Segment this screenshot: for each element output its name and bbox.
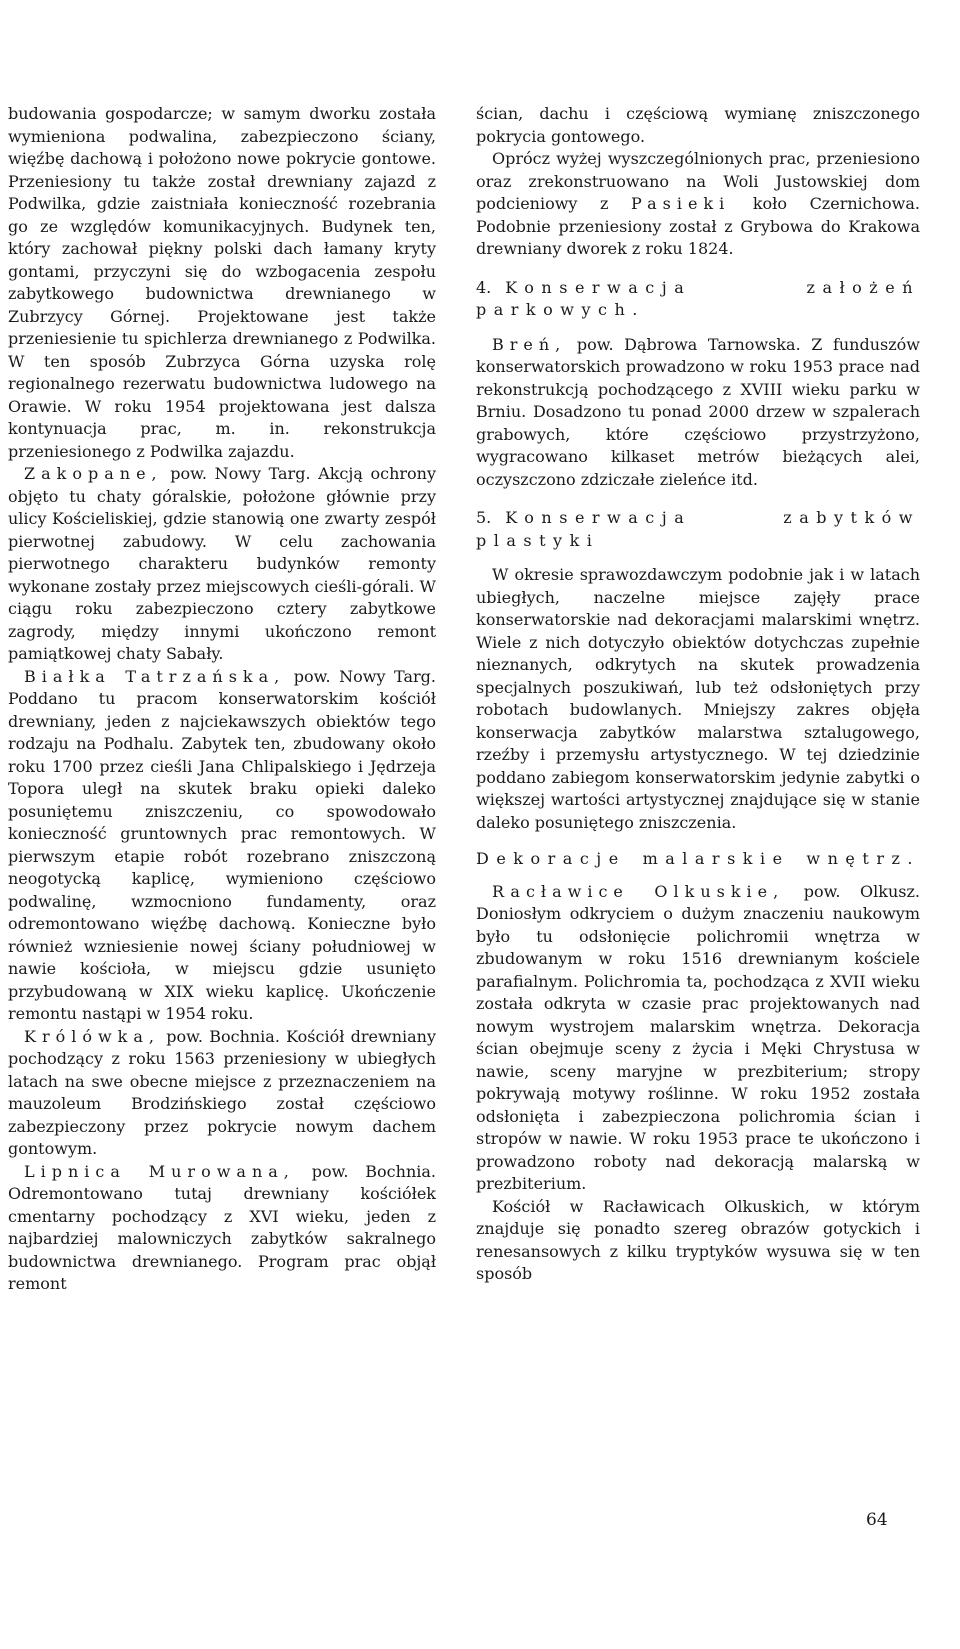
left-column xyxy=(8,103,436,1296)
paragraph: Kościół w Racławicach Olkuskich, w którym znajduje się ponadto szereg obrazów gotyckich i renesansowych z kilku tryptyków wysuwa się w ten sposób xyxy=(476,1196,920,1283)
place-name: Królówka, xyxy=(24,1026,160,1046)
section-title: Konserwacja założeń parkowych. xyxy=(476,277,920,319)
paragraph: Oprócz wyżej wyszczególnionych prac, przeniesiono oraz zrekonstruowano na Woli Justowskiej dom podcieniowy z Pasieki koło Czernichowa. Podobnie przeniesiony został z Grybowa do Krakowa drewniany dworek z roku 1824. xyxy=(476,149,920,258)
paragraph: Breń, pow. Dąbrowa Tarnowska. Z funduszów konserwatorskich prowadzono w roku 1953 prace nad rekonstrukcją pochodzącego z XVIII wieku parku w Brniu. Dosadzono tu ponad 2000 drzew w szpalerach grabowych, które częściowo przystrzyżono, wygracowano kilkaset metrów bieżących alei, oczyszczono zdziczałe zieleńce itd. xyxy=(476,334,920,489)
section-number: 5. xyxy=(476,508,492,527)
subsection-heading: Dekoracje malarskie wnętrz. xyxy=(476,849,920,868)
paragraph: Lipnica Murowana, pow. Bochnia. Odremontowano tutaj drewniany kościółek cmentarny pochodzący z XVI wieku, jeden z najbardziej malowniczych zabytków sakralnego budownictwa drewnianego. Program prac objął remont xyxy=(8,1161,436,1293)
place-name: Zakopane, xyxy=(24,464,163,483)
place-name: Pasieki xyxy=(631,194,731,213)
place-name: Breń, xyxy=(492,334,567,354)
right-column xyxy=(476,103,920,1286)
section-heading xyxy=(476,277,920,322)
paragraph: Zakopane, pow. Nowy Targ. Akcją ochrony objęto tu chaty góralskie, położone głównie przy ulicy Kościeliskiej, gdzie stanowią one zwarty zespół pierwotnej zabudowy. W celu zachowania pierwotnego charakteru budynków remonty wykonane zostały przez miejscowych cieśli-górali. W ciągu roku zabezpieczono cztery zabytkowe zagrody, między innymi ukończono remont pamiątkowej chaty Sabały. xyxy=(8,464,436,663)
paragraph: budowania gospodarcze; w samym dworku została wymieniona podwalina, zabezpieczono ściany, więźbę dachową i położono nowe pokrycie gontowe. Przeniesiony tu także został drewniany zajazd z Podwilka, gdzie zaistniała konieczność rozebrania go ze względów komunikacyjnych. Budynek ten, który zachował piękny polski dach łamany kryty gontami, przyczyni się do wzbogacenia zespołu zabytkowego budownictwa drewnianego w Zubrzycy Górnej. Projektowane jest także przeniesienie tu spichlerza drewnianego z Podwilka. W ten sposób Zubrzyca Górna uzyska rolę regionalnego rezerwatu budownictwa ludowego na Orawie. W roku 1954 projektowana jest dalsza kontynuacja prac, m. in. rekonstrukcja przeniesionego z Podwilka zajazdu. xyxy=(8,104,436,461)
section-title: Konserwacja zabytków plastyki xyxy=(476,508,920,550)
paragraph: Racławice Olkuskie, pow. Olkusz. Doniosłym odkryciem o dużym znaczeniu naukowym było tu odsłonięcie polichromii wnętrza w zbudowanym w roku 1516 drewnianym kościele parafialnym. Polichromia ta, pochodząca z XVII wieku została odkryta w czasie prac projektowanych nad nowym wystrojem malarskim wnętrza. Dekoracja ścian obejmuje sceny z życia i Męki Chrystusa w nawie, sceny maryjne w prezbiterium; stropy pokrywają motywy roślinne. W roku 1952 została odsłonięta i zabezpieczona polichromia ścian i stropów w nawie. W roku 1953 prace te ukończono i prowadzono roboty nad dekoracją malarską w prezbiterium. xyxy=(476,881,921,1193)
paragraph: ścian, dachu i częściową wymianę zniszczonego pokrycia gontowego. xyxy=(476,104,920,146)
place-name: Lipnica Murowana, xyxy=(24,1161,295,1181)
place-name: Białka Tatrzańska, xyxy=(24,666,286,686)
section-number: 4. xyxy=(476,277,492,297)
section-heading xyxy=(476,507,920,552)
page-number: 64 xyxy=(866,1510,888,1530)
paragraph: Białka Tatrzańska, pow. Nowy Targ. Poddano tu pracom konserwatorskim kościół drewniany, jeden z najciekawszych obiektów tego rodzaju na Podhalu. Zabytek ten, zbudowany około roku 1700 przez cieśli Jana Chlipalskiego i Jędrzeja Topora uległ na skutek braku opieki daleko posuniętemu zniszczeniu, co spowodowało konieczność gruntownych prac remontowych. W pierwszym etapie robót rozebrano zniszczoną neogotycką kaplicę, wymieniono częściowo podwalinę, wzmocniono fundamenty, oraz odremontowano więźbę dachową. Konieczne było również wzniesienie nowej ściany południowej w nawie kościoła, w miejscu gdzie usunięto przybudowaną w XIX wieku kaplicę. Ukończenie remontu nastąpi w 1954 roku. xyxy=(8,666,436,1023)
place-name: Racławice Olkuskie, xyxy=(492,881,785,901)
paragraph: W okresie sprawozdawczym podobnie jak i w latach ubiegłych, naczelne miejsce zajęły prace konserwatorskie nad dekoracjami malarskimi wnętrz. Wiele z nich dotyczyło obiektów dotychczas zupełnie nieznanych, odkrytych na skutek prowadzenia specjalnych poszukiwań, lub też odsłoniętych przy robotach budowlanych. Mniejszy zakres objęła konserwacja zabytków malarstwa sztalugowego, rzeźby i przemysłu artystycznego. W tej dziedzinie poddano zabiegom konserwatorskim jedynie zabytki o większej wartości artystycznej znajdujące się w stanie daleko posuniętego zniszczenia. xyxy=(476,565,920,832)
paragraph: Królówka, pow. Bochnia. Kościół drewniany pochodzący z roku 1563 przeniesiony w ubiegłych latach na swe obecne miejsce z przeznaczeniem na mauzoleum Brodzińskiego został częściowo zabezpieczony przez pokrycie nowym dachem gontowym. xyxy=(8,1026,436,1158)
